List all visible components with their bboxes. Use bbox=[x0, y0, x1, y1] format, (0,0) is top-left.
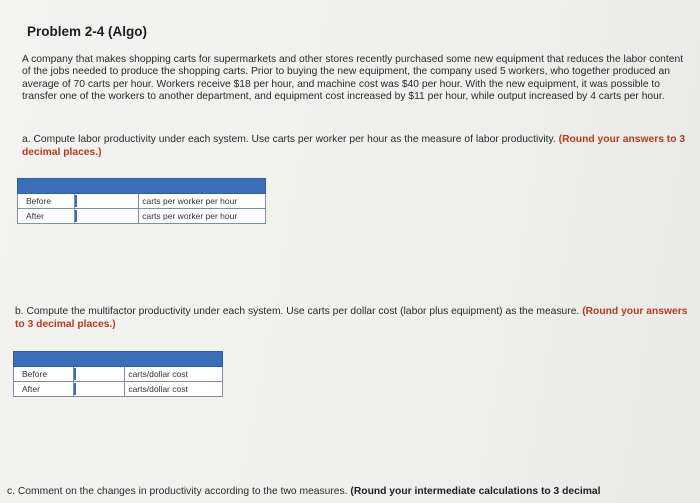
row-unit: carts/dollar cost bbox=[125, 367, 223, 382]
part-c-question bbox=[7, 485, 697, 498]
part-a-answer-table bbox=[17, 178, 266, 224]
part-a-after-input[interactable] bbox=[75, 210, 138, 222]
table-row bbox=[18, 209, 266, 224]
part-a-text: a. Compute labor productivity under each system. Use carts per worker per hour as the measure of labor productivity. bbox=[22, 134, 556, 145]
table-row bbox=[18, 194, 266, 209]
row-unit: carts/dollar cost bbox=[125, 382, 223, 397]
row-label-before: Before bbox=[18, 194, 75, 209]
table-header-row bbox=[14, 352, 223, 367]
table-row bbox=[14, 382, 223, 397]
part-c-text: c. Comment on the changes in productivity according to the two measures. bbox=[7, 486, 348, 497]
problem-title: Problem 2-4 (Algo) bbox=[27, 24, 148, 39]
table-row bbox=[14, 367, 223, 382]
part-a-before-input[interactable] bbox=[75, 195, 138, 207]
part-b-hint: (Round your answers to 3 decimal places.) bbox=[15, 306, 688, 330]
part-a-hint: (Round your answers to 3 decimal places.) bbox=[22, 134, 686, 158]
part-b-before-input[interactable] bbox=[74, 368, 125, 380]
part-a-question bbox=[22, 133, 697, 159]
row-label-after: After bbox=[14, 382, 74, 397]
table-header-row bbox=[18, 179, 266, 194]
part-b-after-input[interactable] bbox=[74, 383, 125, 395]
row-label-before: Before bbox=[14, 367, 74, 382]
problem-intro: A company that makes shopping carts for supermarkets and other stores recently purchased some new equipment that reduces the labor content of the jobs needed to produce the shopping carts. Prior to buying the new equipment, the company used 5 workers, who together produced an average of 70 carts per hour. Workers receive $18 per hour, and machine cost was $40 per hour. With the new equipment, it was possible to transfer one of the workers to another department, and equipment cost increased by $11 per hour, while output increased by 4 carts per hour. bbox=[22, 54, 684, 103]
row-unit: carts per worker per hour bbox=[139, 209, 266, 224]
part-b-answer-table bbox=[13, 351, 223, 397]
row-label-after: After bbox=[18, 209, 75, 224]
part-b-text: b. Compute the multifactor productivity under each system. Use carts per dollar cost (labor plus equipment) as the measure. bbox=[15, 306, 580, 317]
part-c-hint: (Round your intermediate calculations to 3 decimal bbox=[350, 486, 601, 497]
part-b-question bbox=[15, 305, 695, 331]
row-unit: carts per worker per hour bbox=[139, 194, 266, 209]
